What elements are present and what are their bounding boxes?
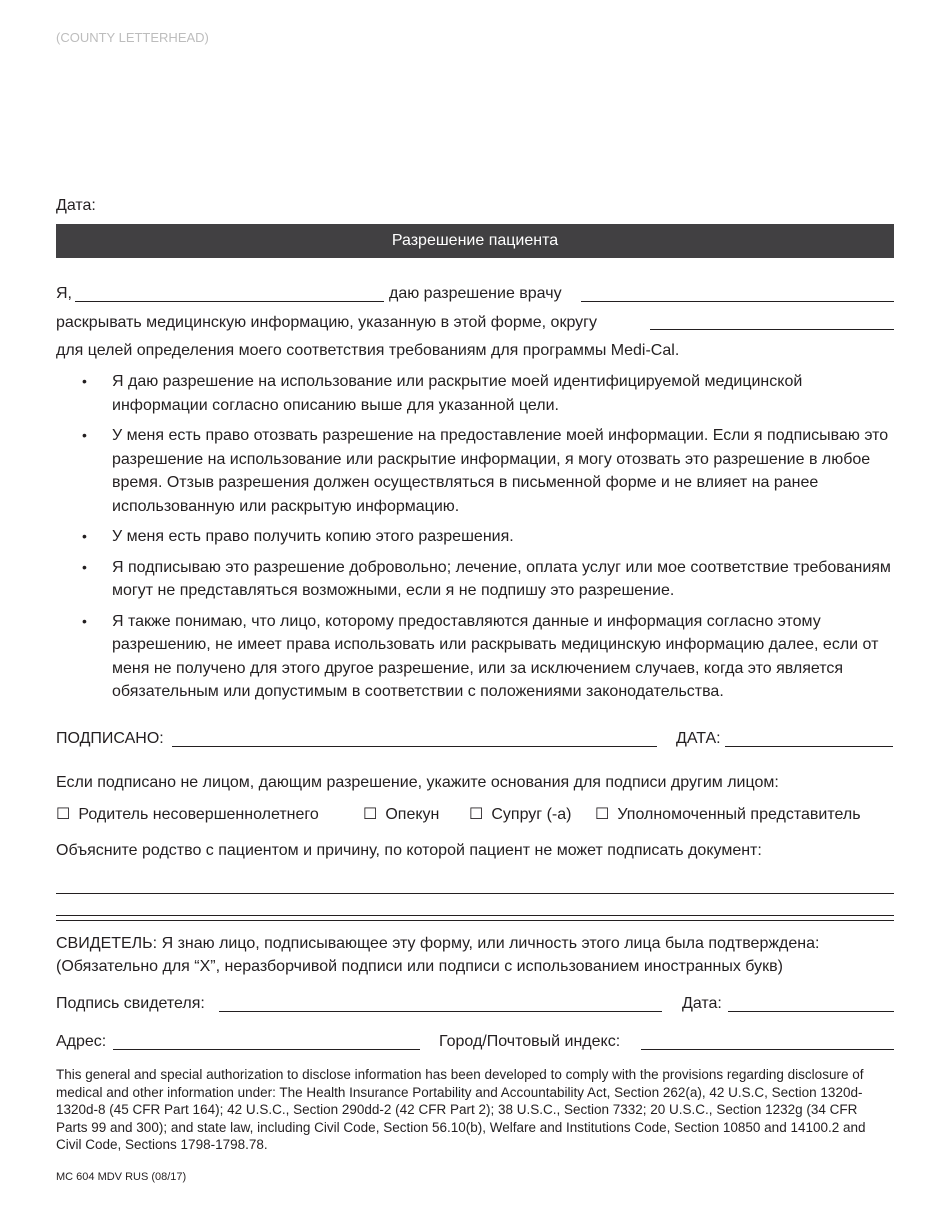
list-item: • У меня есть право получить копию этого разрешения.: [56, 525, 896, 549]
intro-purpose: для целей определения моего соответствия требованиям для программы Medi-Cal.: [56, 342, 680, 359]
checkbox-icon: ☐: [469, 806, 484, 823]
witness-statement: СВИДЕТЕЛЬ: Я знаю лицо, подписывающее эту форму, или личность этого лица была подтверждена:: [56, 935, 820, 952]
bullet-icon: •: [82, 558, 87, 575]
county-letterhead-placeholder: (COUNTY LETTERHEAD): [56, 30, 209, 45]
patient-name-field[interactable]: [75, 281, 384, 302]
witness-signature-field[interactable]: [219, 991, 662, 1012]
form-number: MC 604 MDV RUS (08/17): [56, 1171, 187, 1183]
witness-city-zip-label: Город/Почтовый индекс:: [439, 1033, 621, 1050]
checkbox-authorized-representative[interactable]: [595, 804, 861, 824]
legal-notice: This general and special authorization to disclose information has been developed to comply with the provisions regarding disclosure of medical and other information under: The Health Insurance Portability and Accountability Act, Section 262(a), 42 U.S.C, Section 1320d-1320d-8 (45 CFR Part 164); 42 U.S.C., Section 290dd-2 (42 CFR Part 2); 38 U.S.C., Section 7332; 20 U.S.C., Section 1232g (34 CFR Parts 99 and 300); and state law, including Civil Code, Section 56.10(b), Welfare and Institutions Code, Section 10850 and 14100.2 and Civil Code, Sections 1798-1798.78.: [56, 1067, 866, 1152]
checkbox-icon: ☐: [56, 806, 71, 823]
intro-i-label: Я,: [56, 285, 72, 302]
checkbox-icon: ☐: [363, 806, 378, 823]
checkbox-label: Родитель несовершеннолетнего: [78, 806, 319, 823]
other-signer-prompt: Если подписано не лицом, дающим разрешение, укажите основания для подписи другим лицом:: [56, 774, 779, 791]
checkbox-guardian[interactable]: [363, 804, 439, 824]
intro-disclose-to-county: раскрывать медицинскую информацию, указанную в этой форме, округу: [56, 314, 597, 331]
signed-date-label: ДАТА:: [676, 730, 721, 747]
witness-requirement-note: (Обязательно для “X”, неразборчивой подписи или подписи с использованием иностранных букв): [56, 958, 783, 975]
section-divider-bottom: [56, 920, 894, 921]
checkbox-label: Опекун: [385, 806, 440, 823]
bullet-icon: •: [82, 528, 87, 544]
list-item: • Я даю разрешение на использование или раскрытие моей идентифицируемой медицинской информации согласно описанию выше для указанной цели.: [56, 370, 896, 417]
list-item: • У меня есть право отозвать разрешение на предоставление моей информации. Если я подписываю это разрешение на использование или раскрытие информации, я могу отозвать это разрешение в любое время. Отзыв разрешения должен осуществляться в письменной форме и не влияет на ранее использованную или раскрытую информацию.: [56, 424, 896, 518]
form-title-banner: [56, 224, 894, 258]
date-label: Дата:: [56, 197, 96, 214]
doctor-name-field[interactable]: [581, 281, 894, 302]
checkbox-icon: ☐: [595, 806, 610, 823]
form-title: Разрешение пациента: [391, 232, 559, 249]
explanation-field[interactable]: [56, 873, 894, 894]
signed-label: ПОДПИСАНО:: [56, 730, 164, 747]
bullet-icon: •: [82, 427, 87, 443]
checkbox-spouse[interactable]: [469, 804, 571, 824]
witness-address-field[interactable]: [113, 1029, 420, 1050]
list-item: • Я также понимаю, что лицо, которому предоставляются данные и информация согласно этому разрешению, не имеет права использовать или раскрывать медицинскую информацию далее, если от меня не получено для этого другое разрешение, или за исключением случаев, когда это является обязательным или допустимым в соответствии с положениями законодательства.: [56, 610, 896, 704]
witness-date-label: Дата:: [682, 995, 722, 1012]
signed-date-field[interactable]: [725, 726, 893, 747]
checkbox-parent[interactable]: [56, 804, 319, 824]
section-divider-top: [56, 915, 894, 916]
intro-consent-to-doctor: даю разрешение врачу: [389, 285, 562, 302]
bullet-icon: •: [82, 373, 87, 389]
bullet-icon: •: [82, 612, 87, 629]
checkbox-label: Уполномоченный представитель: [617, 806, 861, 823]
witness-signature-label: Подпись свидетеля:: [56, 995, 205, 1012]
consent-terms-list: [56, 370, 896, 711]
witness-date-field[interactable]: [728, 991, 894, 1012]
signature-field[interactable]: [172, 726, 657, 747]
list-item: • Я подписываю это разрешение добровольно; лечение, оплата услуг или мое соответствие требованиям могут не представляться возможными, если я не подпишу это разрешение.: [56, 556, 896, 603]
checkbox-label: Супруг (-а): [491, 806, 572, 823]
witness-city-zip-field[interactable]: [641, 1029, 894, 1050]
explain-prompt: Объясните родство с пациентом и причину, по которой пациент не может подписать документ:: [56, 842, 762, 859]
county-name-field[interactable]: [650, 309, 894, 330]
witness-address-label: Адрес:: [56, 1033, 107, 1050]
